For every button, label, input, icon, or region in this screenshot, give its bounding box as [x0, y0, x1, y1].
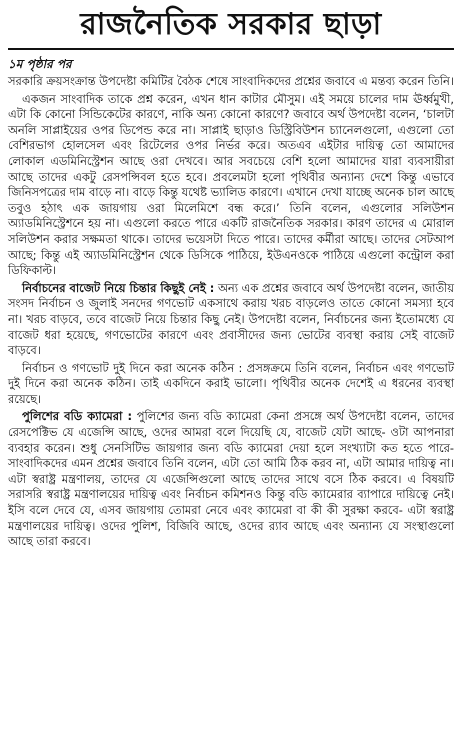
paragraph-5-text: পুলিশের জন্য বডি ক্যামেরা কেনা প্রসঙ্গে অর্থ উপদেষ্টা বলেন, তাদের রেসপেক্টিভ যে এজেন্সি আছে, ওদের আমরা বলে দিয়েছি যে, বাজেট যেটা আছে- ওটা আপনারা ব্যবহার করেন। শুধু সেনসিটিভ জায়গার জন্য বডি ক্যামেরা দেয়া হলে সংখ্যাটা কত হতে পারে- সাংবাদিকদের এমন প্রশ্নের জবাবে তিনি বলেন, এটা তো আমি ঠিক করব না, এটা আমার দায়িত্ব না। এটা স্বরাষ্ট্র মন্ত্রণালয়, তাদের যে এজেন্সিগুলো আছে তাদের সাথে বসে ঠিক করবে। এ বিষয়টি সরাসরি স্বরাষ্ট্র মন্ত্রণালয়ের দায়িত্ব এবং নির্বাচন কমিশনও কিন্তু বডি ক্যামেরার ব্যাপারে দায়িত্বে নেই। ইসি বলে দেবে যে, এসব জায়গায় তোমরা নেবে এবং ক্যামেরা বা কী কী সুরক্ষা করবে- এটা স্বরাষ্ট্র মন্ত্রণালয়ের দায়িত্ব। ওদের পুলিশ, বিজিবি আছে, ওদের র‍্যাব আছে এবং অন্যান্য যে সংস্থাগুলো আছে তারা করবে।: [8, 409, 454, 549]
paragraph-1-text: সরকারি ক্রয়সংক্রান্ত উপদেষ্টা কমিটির বৈঠক শেষে সাংবাদিকদের প্রশ্নের জবাবে এ মন্তব্য করেন তিনি।: [8, 74, 454, 88]
paragraph-3: [8, 281, 454, 359]
paragraph-1: [8, 74, 454, 90]
paragraph-4: [8, 361, 454, 408]
headline-rule: [8, 48, 454, 50]
subheading-body-camera: পুলিশের বডি ক্যামেরা :: [22, 409, 132, 424]
subheading-budget: নির্বাচনের বাজেট নিয়ে চিন্তার কিছুই নেই :: [22, 280, 215, 295]
paragraph-2: [8, 92, 454, 279]
paragraph-2-text: একজন সাংবাদিক তাকে প্রশ্ন করেন, এখন ধান কাটার মৌসুম। এই সময়ে চালের দাম ঊর্ধ্বমুখী, এটা কি কোনো সিন্ডিকেটের কারণে, নাকি অন্য কোনো কারণে? জবাবে অর্থ উপদেষ্টা বলেন, ‘চালটা অনলি সাপ্লাইয়ের ওপর ডিপেন্ড করে না। সাপ্লাই ছাড়াও ডিস্ট্রিবিউশন চ্যানেলগুলো, এগুলো তো বেশিরভাগ হোলসেল এবং রিটেলের ওপর নির্ভর করে। অতএব এইটার দায়িত্ব তো আমাদের লোকাল এডমিনিস্ট্রেশন আছে ওরা দেখবে। আর সবচেয়ে বেশি হলো আমাদের যারা ব্যবসায়ীরা আছে তাদের একটু রেসপন্সিবল হতে হবে। প্রবলেমটা হলো পৃথিবীর অন্যান্য দেশে কিন্তু এভাবে জিনিসপত্রের দাম বাড়ে না। বাড়ে কিন্তু যথেষ্ট ভ্যালিড কারণে। এখানে দেখা যাচ্ছে অনেক চাল আছে তবুও হঠাৎ এক জায়গায় ওরা মিলেমিশে বন্ধ করে।’ তিনি বলেন, এগুলোর সলিউশন অ্যাডমিনিস্ট্রেশনে হয় না। এগুলো করতে পারে একটি রাজনৈতিক সরকার। কারণ তাদের এ মোরাল সলিউশন করার সক্ষমতা থাকে। তাদের ভয়েসটা দিতে পারে। তাদের কর্মীরা আছে। তাদের সেটআপ আছে; কিন্তু এই অ্যাডমিনিস্ট্রেশন থেকে ডিসিকে পাঠিয়ে, ইউএনওকে পাঠিয়ে এগুলো কন্ট্রোল করা ডিফিকাল্ট।: [8, 91, 454, 278]
paragraph-4-text: নির্বাচন ও গণভোট দুই দিনে করা অনেক কঠিন : প্রসঙ্গক্রমে তিনি বলেন, নির্বাচন এবং গণভোট দুই দিনে করা অনেক কঠিন। তাই একদিনে করাই ভালো। পৃথিবীর অনেক দেশেই এ ধরনের ব্যবস্থা রয়েছে।: [8, 360, 454, 406]
paragraph-3-text: অন্য এক প্রশ্নের জবাবে অর্থ উপদেষ্টা বলেন, জাতীয় সংসদ নির্বাচন ও জুলাই সনদের গণভোট একসাথে করায় খরচ বাড়লেও তাতে কোনো সমস্যা হবে না। খরচ বাড়বে, তবে বাজেট নিয়ে চিন্তার কিছু নেই। উপদেষ্টা বলেন, নির্বাচনের জন্য ইতোমধ্যে যে বাজেট ধরা হয়েছে, গণভোটের কারণে এবং প্রবাসীদের জন্য ভোটের ব্যবস্থা করায় সেই বাজেট বাড়বে।: [8, 280, 454, 358]
paragraph-5: [8, 409, 454, 549]
continuation-label: ১ম পৃষ্ঠার পর: [8, 57, 72, 71]
headline: রাজনৈতিক সরকার ছাড়া: [80, 7, 382, 42]
